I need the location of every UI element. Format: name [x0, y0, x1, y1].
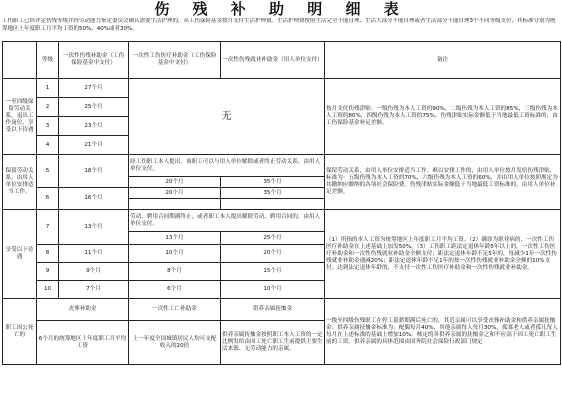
death-lump-header: 一次性工亡补助金 [129, 299, 221, 321]
table-row-level: 2 [37, 98, 59, 117]
header-medical: 一次性工伤医疗补助金（工伤保险基金中支付） [129, 42, 221, 79]
termination-note-5: 经工伤职工本人提出，该职工可以与用人单位解除或者终止劳动关系，由用人单位支付。 [129, 155, 325, 177]
termination-note-7: 劳动、聘用合同期满终止，或者职工本人提出解除劳动、聘用合同的，由用人单位支付。 [129, 210, 325, 232]
table-row-level: 5 [37, 155, 59, 188]
employment-value: 15个月 [221, 263, 325, 281]
lump-sum-value: 16个月 [59, 188, 129, 210]
medical-value: 13个月 [129, 232, 221, 245]
table-row-level: 6 [37, 188, 59, 210]
remarks-level-7-10: （1）所指的本人工资为统筹地区上年度职工月平均工资。（2）确诊为职业病的，一次性工伤医疗补助金在上述基础上加发50%。（3）工伤职工距法定退休年龄5年以上的，一次性工伤医疗补助金和一次性伤残就业补助金全额支付；距法定退休年龄不足5年的，每减少1年一次性伤残就业补助金递减20%；距法定退休年龄不足1年的按一次性伤残就业补助金全额的10%支付；达到法定退休年龄的，不支付一次性工伤医疗补助金和一次性伤残就业补助金。 [325, 210, 561, 299]
benefits-table [2, 41, 561, 365]
medical-value: 20个月 [129, 188, 221, 199]
table-row-level: 7 [37, 210, 59, 245]
employment-value: 20个月 [221, 245, 325, 263]
intro-paragraph: 工伤职工已经评定伤残等级并经劳动能力鉴定委员会确认需要生活护理的，从工伤保险基金按月支付生活护理费。生活护理费按照生活完全不能自理、生活大部分不能自理或者生活部分不能自理3个不同等级支付，其标准分别为统筹地区上年度职工月平均工资的50%、40%或者30%。 [2, 18, 556, 32]
employment-value: 10个月 [221, 281, 325, 299]
lump-sum-value: 7个月 [59, 281, 129, 299]
employment-value: 25个月 [221, 232, 325, 245]
support-value: 供养亲属抚恤金按照职工本人工资的一定比例发给由因工死亡职工生前提供主要生活来源、无劳动能力的亲属。 [221, 321, 325, 365]
section-level-5-6: 保留劳动关系，由用人单位安排适当工作。 [3, 155, 37, 210]
table-row-level: 1 [37, 79, 59, 98]
lump-sum-value: 11个月 [59, 245, 129, 263]
remarks-level-1-4: 按月支付伤残津贴：一级伤残为本人工资的90%，二级伤残为本人工资的85%，三级伤残为本人工资的80%，四级伤残为本人工资的75%。伤残津贴实际金额低于当地最低工资标准的，由工伤保险基金补足差额。 [325, 79, 561, 155]
funeral-header: 丧葬补助金 [37, 299, 129, 321]
medical-value [129, 199, 221, 210]
header-lump-sum: 一次性伤残补助金（工伤保险基金中支付） [59, 42, 129, 79]
employment-value: 35个月 [221, 188, 325, 199]
none-cell: 无 [129, 79, 325, 155]
employment-value [221, 199, 325, 210]
section-level-1-4: 一至四级保留劳动关系，退出工作岗位，享受以下待遇 [3, 79, 37, 155]
section-level-7-10: 享受以下待遇 [3, 210, 37, 299]
header-blank [3, 42, 37, 79]
death-lump-value: 上一年度全国城镇居民人均可支配收入的20倍 [129, 321, 221, 365]
lump-sum-value: 21个月 [59, 136, 129, 155]
page-title: 伤 残 补 助 明 细 表 [154, 0, 408, 18]
table-row-level: 4 [37, 136, 59, 155]
header-employment: 一次性伤残就业补助金（用人单位支付） [221, 42, 325, 79]
medical-value: 8个月 [129, 263, 221, 281]
header-remarks: 备注 [325, 42, 561, 79]
section-death: 职工因公死亡的 [3, 299, 37, 365]
remarks-death: 一级至四级伤残职工在停工留薪期满后死亡的，其近亲属可以享受丧葬补助金和供养亲属抚恤金。供养亲属抚恤金标准为：配偶每月40%，其他亲属每人每月30%，孤寡老人或者孤儿每人每月在上述标准的基础上增加10%。核定的各供养亲属的抚恤金之和不应高于因工死亡职工生前的工资。供养亲属的具体范围由国务院社会保险行政部门规定 [325, 299, 561, 365]
lump-sum-value: 9个月 [59, 263, 129, 281]
header-level: 等级 [37, 42, 59, 79]
medical-value: 10个月 [129, 245, 221, 263]
support-header: 供养亲属抚恤金 [221, 299, 325, 321]
table-row-level: 9 [37, 263, 59, 281]
medical-value: 20个月 [129, 177, 221, 188]
lump-sum-value: 23个月 [59, 117, 129, 136]
table-row-level: 3 [37, 117, 59, 136]
lump-sum-value: 13个月 [59, 210, 129, 245]
funeral-value: 6个月的统筹地区上年度职工月平均工资 [37, 321, 129, 365]
table-row-level: 8 [37, 245, 59, 263]
lump-sum-value: 25个月 [59, 98, 129, 117]
lump-sum-value: 27个月 [59, 79, 129, 98]
lump-sum-value: 18个月 [59, 155, 129, 188]
employment-value: 35个月 [221, 177, 325, 188]
table-row-level: 10 [37, 281, 59, 299]
medical-value: 6个月 [129, 281, 221, 299]
remarks-level-5-6: 保留劳动关系，由用人单位安排适当工作。难以安排工作的，由用人单位按月发给伤残津贴，标准为：五级伤残为本人工资的70%，六级伤残为本人工资的60%，并由用人单位按照规定为其缴纳应缴纳的各项社会保险费。伤残津贴实际金额低于当地最低工资标准的，由用人单位补足差额。 [325, 155, 561, 210]
